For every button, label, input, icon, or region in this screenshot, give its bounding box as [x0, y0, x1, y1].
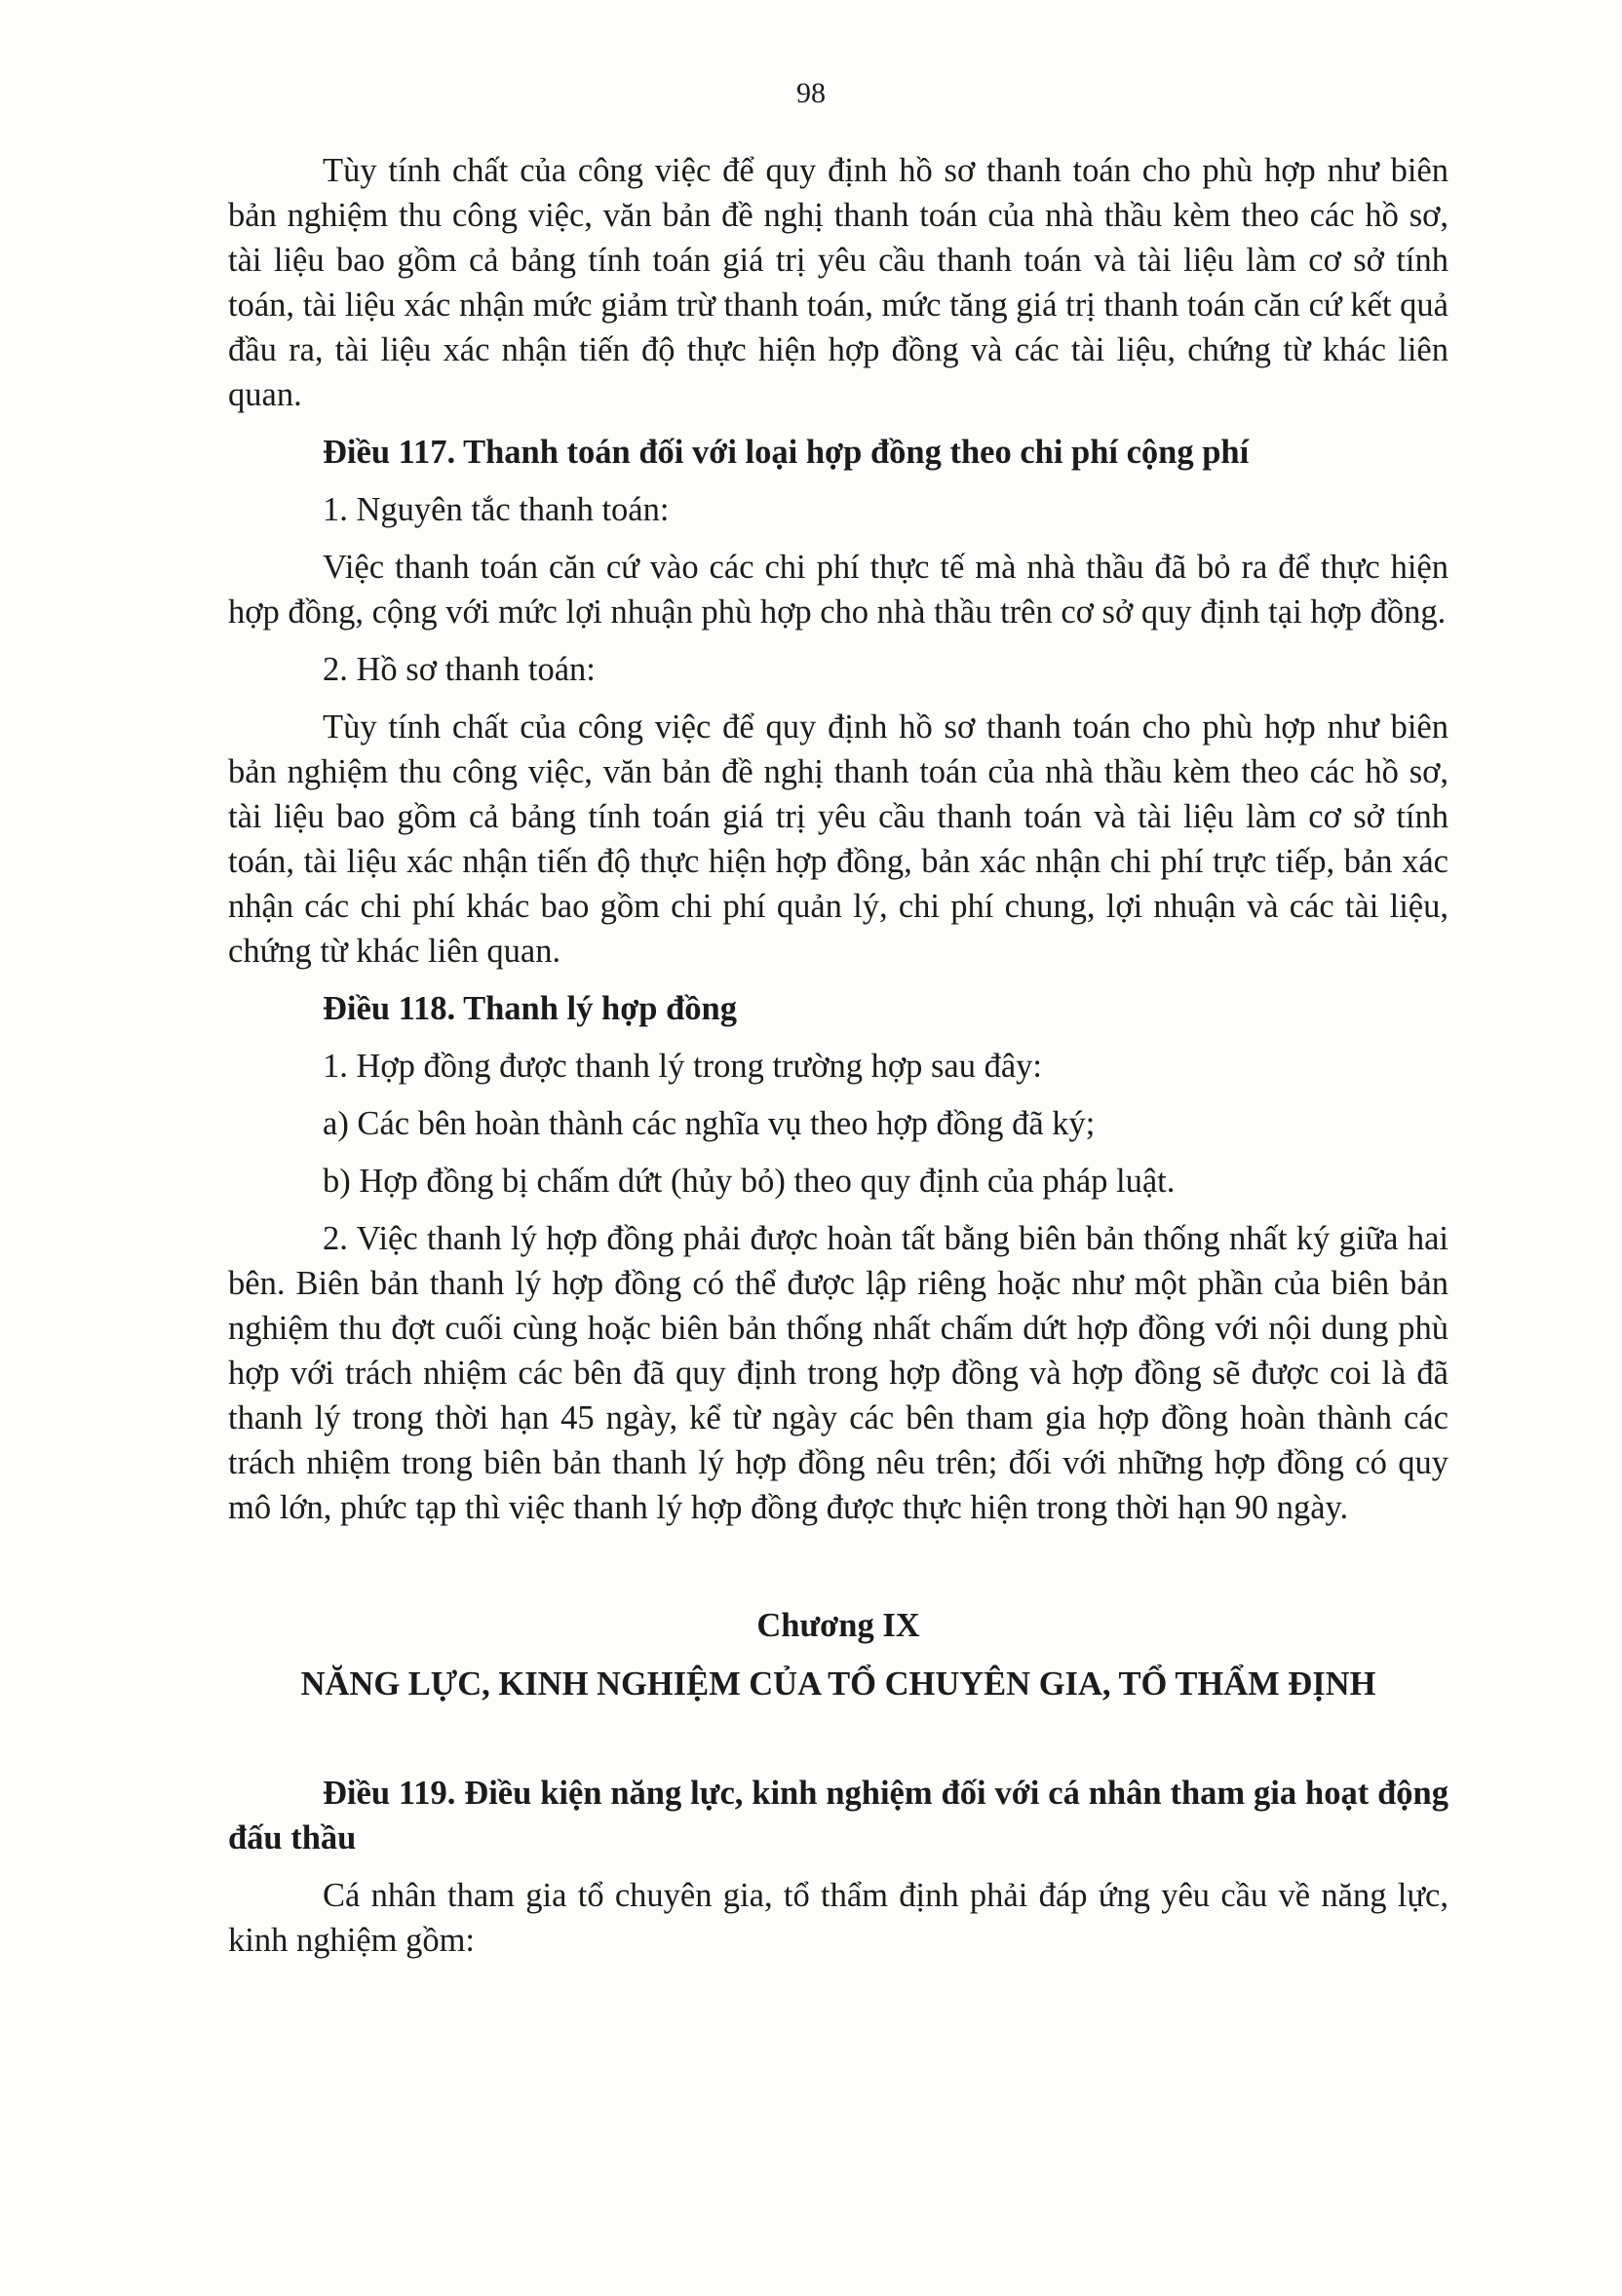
article-118-item-1: 1. Hợp đồng được thanh lý trong trường hợp sau đây: — [323, 1048, 1042, 1085]
spacer — [228, 1543, 1448, 1603]
chapter-label: Chương IX — [756, 1607, 920, 1644]
article-117-item-2-text: Tùy tính chất của công việc để quy định hồ sơ thanh toán cho phù hợp như biên bản nghiệm thu công việc, văn bản đề nghị thanh toán của nhà thầu kèm theo các hồ sơ, tài liệu bao gồm cả bảng tính toán giá trị yêu cầu thanh toán và tài liệu làm cơ sở tính toán, tài liệu xác nhận tiến độ thực hiện hợp đồng, bản xác nhận chi phí trực tiếp, bản xác nhận các chi phí khác bao gồm chi phí quản lý, chi phí chung, lợi nhuận và các tài liệu, chứng từ khác liên quan. — [228, 708, 1448, 970]
article-117-heading: Điều 117. Thanh toán đối với loại hợp đồng theo chi phí cộng phí — [323, 434, 1250, 471]
document-body — [228, 148, 1448, 1975]
page-number: 98 — [796, 77, 826, 109]
paragraph-payment-documents: Tùy tính chất của công việc để quy định hồ sơ thanh toán cho phù hợp như biên bản nghiệm thu công việc, văn bản đề nghị thanh toán của nhà thầu kèm theo các hồ sơ, tài liệu bao gồm cả bảng tính toán giá trị yêu cầu thanh toán và tài liệu làm cơ sở tính toán, tài liệu xác nhận mức giảm trừ thanh toán, mức tăng giá trị thanh toán căn cứ kết quả đầu ra, tài liệu xác nhận tiến độ thực hiện hợp đồng và các tài liệu, chứng từ khác liên quan. — [228, 152, 1448, 413]
spacer — [228, 1706, 1448, 1771]
article-118-item-1a: a) Các bên hoàn thành các nghĩa vụ theo hợp đồng đã ký; — [323, 1105, 1096, 1142]
article-118-item-1b: b) Hợp đồng bị chấm dứt (hủy bỏ) theo quy định của pháp luật. — [323, 1163, 1176, 1200]
spacer — [228, 1648, 1448, 1662]
chapter-title: NĂNG LỰC, KINH NGHIỆM CỦA TỔ CHUYÊN GIA, TỔ THẨM ĐỊNH — [300, 1665, 1376, 1703]
article-118-item-2: 2. Việc thanh lý hợp đồng phải được hoàn tất bằng biên bản thống nhất ký giữa hai bên. Biên bản thanh lý hợp đồng có thể được lập riêng hoặc như một phần của biên bản nghiệm thu đợt cuối cùng hoặc biên bản thống nhất chấm dứt hợp đồng với nội dung phù hợp với trách nhiệm các bên đã quy định trong hợp đồng và hợp đồng sẽ được coi là đã thanh lý trong thời hạn 45 ngày, kể từ ngày các bên tham gia hợp đồng hoàn thành các trách nhiệm trong biên bản thanh lý hợp đồng nêu trên; đối với những hợp đồng có quy mô lớn, phức tạp thì việc thanh lý hợp đồng được thực hiện trong thời hạn 90 ngày. — [228, 1220, 1448, 1526]
article-117-item-1-text: Việc thanh toán căn cứ vào các chi phí thực tế mà nhà thầu đã bỏ ra để thực hiện hợp đồng, cộng với mức lợi nhuận phù hợp cho nhà thầu trên cơ sở quy định tại hợp đồng. — [228, 549, 1448, 631]
article-117-item-1-label: 1. Nguyên tắc thanh toán: — [323, 491, 670, 528]
article-117-item-2-label: 2. Hồ sơ thanh toán: — [323, 651, 596, 688]
article-118-heading: Điều 118. Thanh lý hợp đồng — [323, 990, 737, 1027]
article-119-heading: Điều 119. Điều kiện năng lực, kinh nghiệm đối với cá nhân tham gia hoạt động đấu thầu — [228, 1775, 1448, 1856]
article-119-intro: Cá nhân tham gia tổ chuyên gia, tổ thẩm định phải đáp ứng yêu cầu về năng lực, kinh nghiệm gồm: — [228, 1877, 1448, 1959]
